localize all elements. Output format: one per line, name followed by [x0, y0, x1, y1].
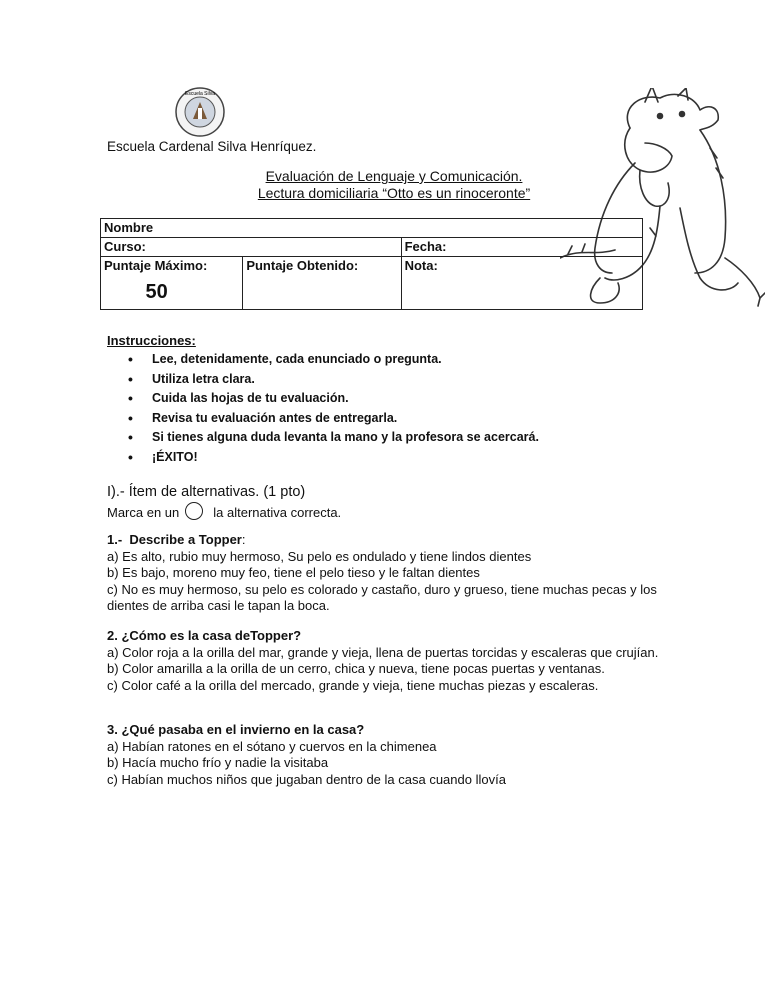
list-item: • Revisa tu evaluación antes de entregarla. — [128, 409, 539, 429]
marking-instruction — [107, 502, 341, 520]
instructions-heading: Instrucciones: — [107, 333, 196, 348]
question-1 — [107, 532, 687, 615]
name-field[interactable]: Nombre — [101, 219, 643, 238]
list-item: • Si tienes alguna duda levanta la mano y la profesora se acercará. — [128, 428, 539, 448]
obtained-score-field[interactable] — [243, 257, 401, 310]
grade-field[interactable] — [401, 257, 642, 310]
question-number: 1.- — [107, 532, 123, 547]
question-title: ¿Qué pasaba en el invierno en la casa? — [121, 722, 365, 737]
circle-icon — [185, 502, 203, 520]
option-b[interactable]: b) Color amarilla a la orilla de un cerro, chica y nueva, tiene pocas puertas y ventanas. — [107, 661, 605, 676]
question-number: 3. — [107, 722, 118, 737]
list-item: • Cuida las hojas de tu evaluación. — [128, 389, 539, 409]
school-logo — [174, 86, 226, 138]
list-item: • Utiliza letra clara. — [128, 370, 539, 390]
max-score-cell — [101, 257, 243, 310]
marca-prefix: Marca en un — [107, 505, 180, 520]
page-subtitle: Lectura domiciliaria “Otto es un rinoceronte” — [257, 185, 531, 201]
list-item: • ¡ÉXITO! — [128, 448, 539, 468]
option-a[interactable]: a) Es alto, rubio muy hermoso, Su pelo es ondulado y tiene lindos dientes — [107, 548, 532, 564]
option-c[interactable]: c) No es muy hermoso, su pelo es colorado y castaño, duro y grueso, tiene muchas pecas y los dientes de arriba casi le tapan la boca. — [107, 581, 657, 613]
question-suffix: : — [241, 532, 246, 547]
max-score-value: 50 — [145, 281, 168, 303]
school-name: Escuela Cardenal Silva Henríquez. — [107, 139, 317, 154]
student-info-table — [100, 218, 643, 310]
marca-suffix: la alternativa correcta. — [213, 505, 342, 520]
option-c[interactable]: c) Color café a la orilla del mercado, grande y vieja, tiene muchas piezas y escaleras. — [107, 677, 599, 693]
logo-text: Escuela Silva — [184, 91, 216, 97]
question-3 — [107, 722, 687, 788]
question-number: 2. — [107, 628, 118, 643]
course-field[interactable]: Curso: — [101, 238, 402, 257]
option-b[interactable]: b) Es bajo, moreno muy feo, tiene el pelo tieso y le faltan dientes — [107, 565, 480, 580]
option-c[interactable]: c) Habían muchos niños que jugaban dentro de la casa cuando llovía — [107, 771, 506, 787]
option-a[interactable]: a) Habían ratones en el sótano y cuervos en la chimenea — [107, 738, 437, 754]
option-b[interactable]: b) Hacía mucho frío y nadie la visitaba — [107, 755, 329, 770]
list-item: • Lee, detenidamente, cada enunciado o pregunta. — [128, 350, 539, 370]
grade-label: Nota: — [404, 258, 438, 273]
instructions-list — [128, 350, 539, 467]
date-field[interactable]: Fecha: — [401, 238, 642, 257]
section-heading: I).- Ítem de alternativas. (1 pto) — [107, 484, 306, 500]
question-2 — [107, 628, 687, 694]
page-title: Evaluación de Lenguaje y Comunicación. — [265, 168, 523, 184]
question-title: Describe a Topper — [129, 532, 242, 547]
question-title: ¿Cómo es la casa deTopper? — [121, 628, 302, 643]
max-score-label: Puntaje Máximo: — [104, 258, 208, 273]
obtained-score-label: Puntaje Obtenido: — [246, 258, 359, 273]
option-a[interactable]: a) Color roja a la orilla del mar, grande y vieja, llena de puertas torcidas y escaleras que crujían. — [107, 644, 659, 660]
